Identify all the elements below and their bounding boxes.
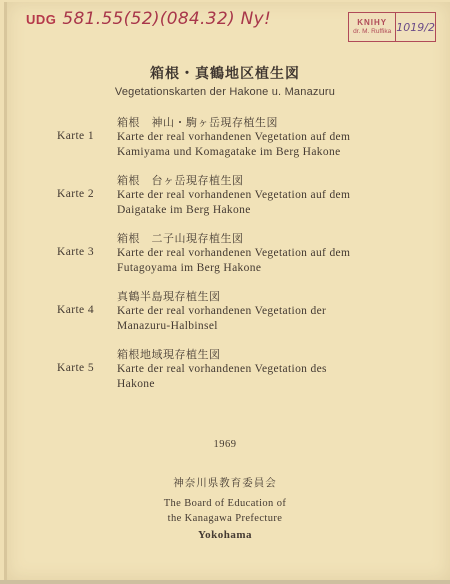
map-entry-3: [57, 231, 417, 276]
stamp-line2: dr. M. Ruffika: [353, 27, 392, 35]
map-title-german-line2: Hakone: [117, 378, 155, 390]
map-entry-1: [57, 115, 417, 160]
map-title-german-line1: Karte der real vorhandenen Vegetation auf dem: [117, 189, 351, 201]
map-title-german-line1: Karte der real vorhandenen Vegetation des: [117, 363, 327, 375]
map-title-japanese: 箱根 二子山現存植生図: [117, 232, 244, 245]
publisher-block: [0, 475, 450, 541]
publication-year: 1969: [213, 439, 237, 450]
map-title-japanese: 箱根地域現存植生図: [117, 348, 221, 361]
map-entry-2: [57, 173, 417, 218]
stamp-number: 1019/2: [396, 20, 435, 34]
map-description: [117, 347, 417, 392]
shelfmark-classification: 581.55(52)(084.32) Ny!: [62, 9, 272, 29]
map-list: [57, 115, 417, 405]
map-title-japanese: 箱根 神山・駒ヶ岳現存植生図: [117, 116, 278, 129]
cover-edge: [0, 580, 450, 584]
map-description: [117, 231, 417, 276]
map-title-german-line2: Manazuru-Halbinsel: [117, 320, 218, 332]
map-title-german-line1: Karte der real vorhandenen Vegetation auf dem: [117, 247, 351, 259]
map-label: Karte 3: [57, 246, 94, 258]
publisher-city: Yokohama: [197, 529, 253, 541]
map-title-japanese: 箱根 台ヶ岳現存植生図: [117, 174, 244, 187]
shelfmark-prefix: UDG: [26, 12, 57, 27]
map-label: Karte 4: [57, 304, 94, 316]
publisher-line1: The Board of Education of: [163, 498, 287, 509]
map-label: Karte 2: [57, 188, 94, 200]
publisher-japanese: 神奈川県教育委員会: [173, 477, 277, 489]
library-shelfmark: [26, 9, 271, 29]
map-description: [117, 115, 417, 160]
stamp-text: [349, 13, 396, 41]
title-japanese: 箱根・真鶴地区植生図: [150, 66, 300, 82]
map-description: [117, 173, 417, 218]
map-title-japanese: 真鶴半島現存植生図: [117, 290, 221, 303]
map-title-german-line2: Kamiyama und Komagatake im Berg Hakone: [117, 146, 341, 158]
stamp-line1: KNIHY: [357, 18, 388, 28]
map-description: [117, 289, 417, 334]
map-label: Karte 5: [57, 362, 94, 374]
title-german: Vegetationskarten der Hakone u. Manazuru: [114, 86, 336, 98]
map-title-german-line1: Karte der real vorhandenen Vegetation der: [117, 305, 327, 317]
map-entry-4: [57, 289, 417, 334]
map-label: Karte 1: [57, 130, 94, 142]
library-stamp: [348, 12, 436, 42]
map-entry-5: [57, 347, 417, 392]
map-title-german-line2: Daigatake im Berg Hakone: [117, 204, 251, 216]
map-title-german-line1: Karte der real vorhandenen Vegetation auf dem: [117, 131, 351, 143]
map-title-german-line2: Futagoyama im Berg Hakone: [117, 262, 262, 274]
publisher-line2: the Kanagawa Prefecture: [167, 513, 283, 524]
